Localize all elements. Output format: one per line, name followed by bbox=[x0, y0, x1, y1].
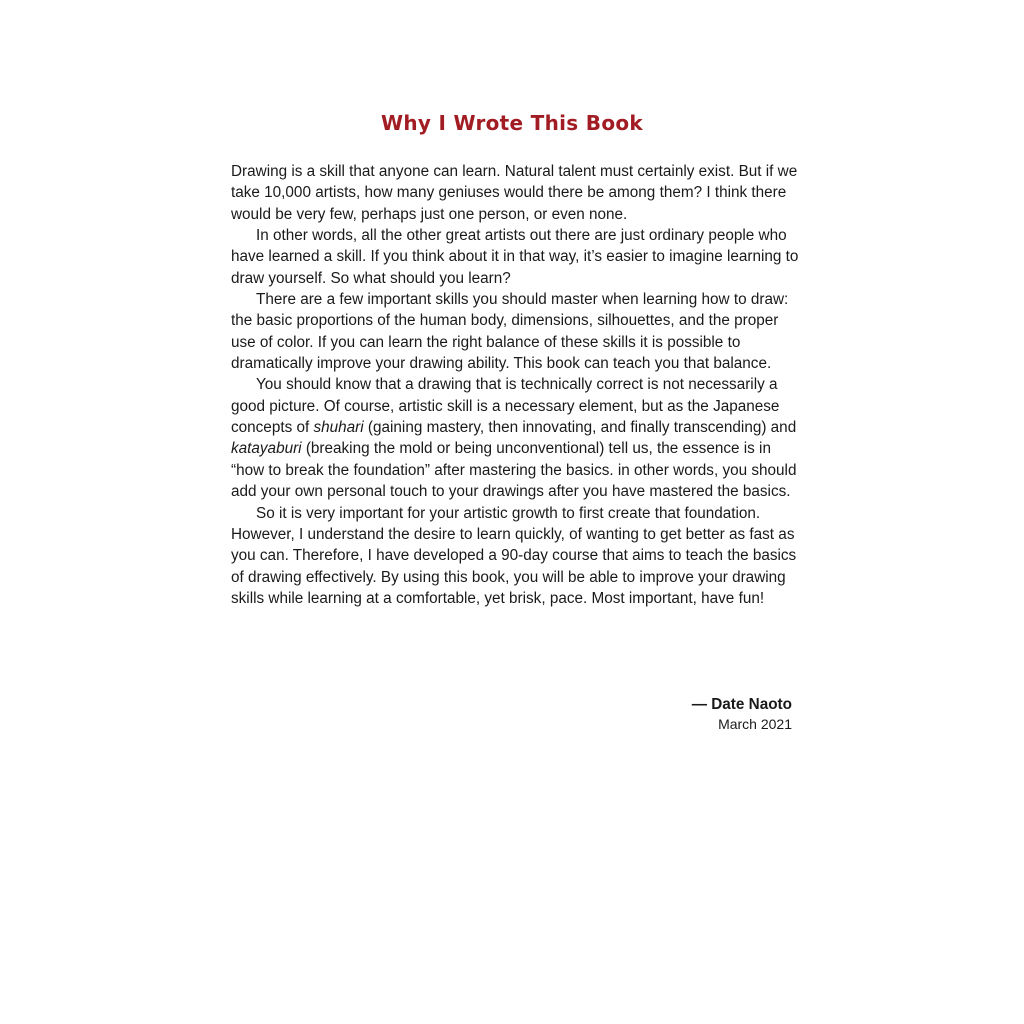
italic-term: katayaburi bbox=[231, 440, 302, 458]
italic-term: shuhari bbox=[313, 419, 364, 437]
text-run: (gaining mastery, then innovating, and finally transcending) and bbox=[363, 419, 797, 437]
paragraph bbox=[231, 161, 799, 225]
paragraph bbox=[231, 503, 799, 610]
page-title: Why I Wrote This Book bbox=[380, 111, 644, 135]
paragraph bbox=[231, 289, 799, 374]
signature-date: March 2021 bbox=[718, 716, 792, 732]
author-name: — Date Naoto bbox=[691, 696, 792, 713]
text-run: (breaking the mold or being unconventional) tell us, the essence is in “how to break the foundation” after mastering the basics. in other words, you should add your own personal touch to your drawings after you have mastered the basics. bbox=[231, 440, 797, 501]
text-run: So it is very important for your artistic growth to first create that foundation. However, I understand the desire to learn quickly, of wanting to get better as fast as you can. Therefore, I have developed a 90-day course that aims to teach the basics of drawing effectively. By using this book, you will be able to improve your drawing skills while learning at a comfortable, yet brisk, pace. Most important, have fun! bbox=[231, 504, 797, 607]
paragraph bbox=[231, 225, 799, 289]
paragraph bbox=[231, 374, 799, 502]
body-text bbox=[231, 161, 799, 609]
text-run: Drawing is a skill that anyone can learn. Natural talent must certainly exist. But if we take 10,000 artists, how many geniuses would there be among them? I think there would be very few, perhaps just one person, or even none. bbox=[231, 163, 798, 223]
text-run: In other words, all the other great artists out there are just ordinary people who have learned a skill. If you think about it in that way, it’s easier to imagine learning to draw yourself. So what should you learn? bbox=[231, 227, 799, 287]
signature-block bbox=[692, 695, 792, 733]
text-run: There are a few important skills you should master when learning how to draw: the basic proportions of the human body, dimensions, silhouettes, and the proper use of color. If you can learn the right balance of these skills it is possible to dramatically improve your drawing ability. This book can teach you that balance. bbox=[231, 291, 789, 373]
text-run: You should know that a drawing that is technically correct is not necessarily a good picture. Of course, artistic skill is a necessary element, but as the Japanese concepts of bbox=[231, 376, 780, 437]
